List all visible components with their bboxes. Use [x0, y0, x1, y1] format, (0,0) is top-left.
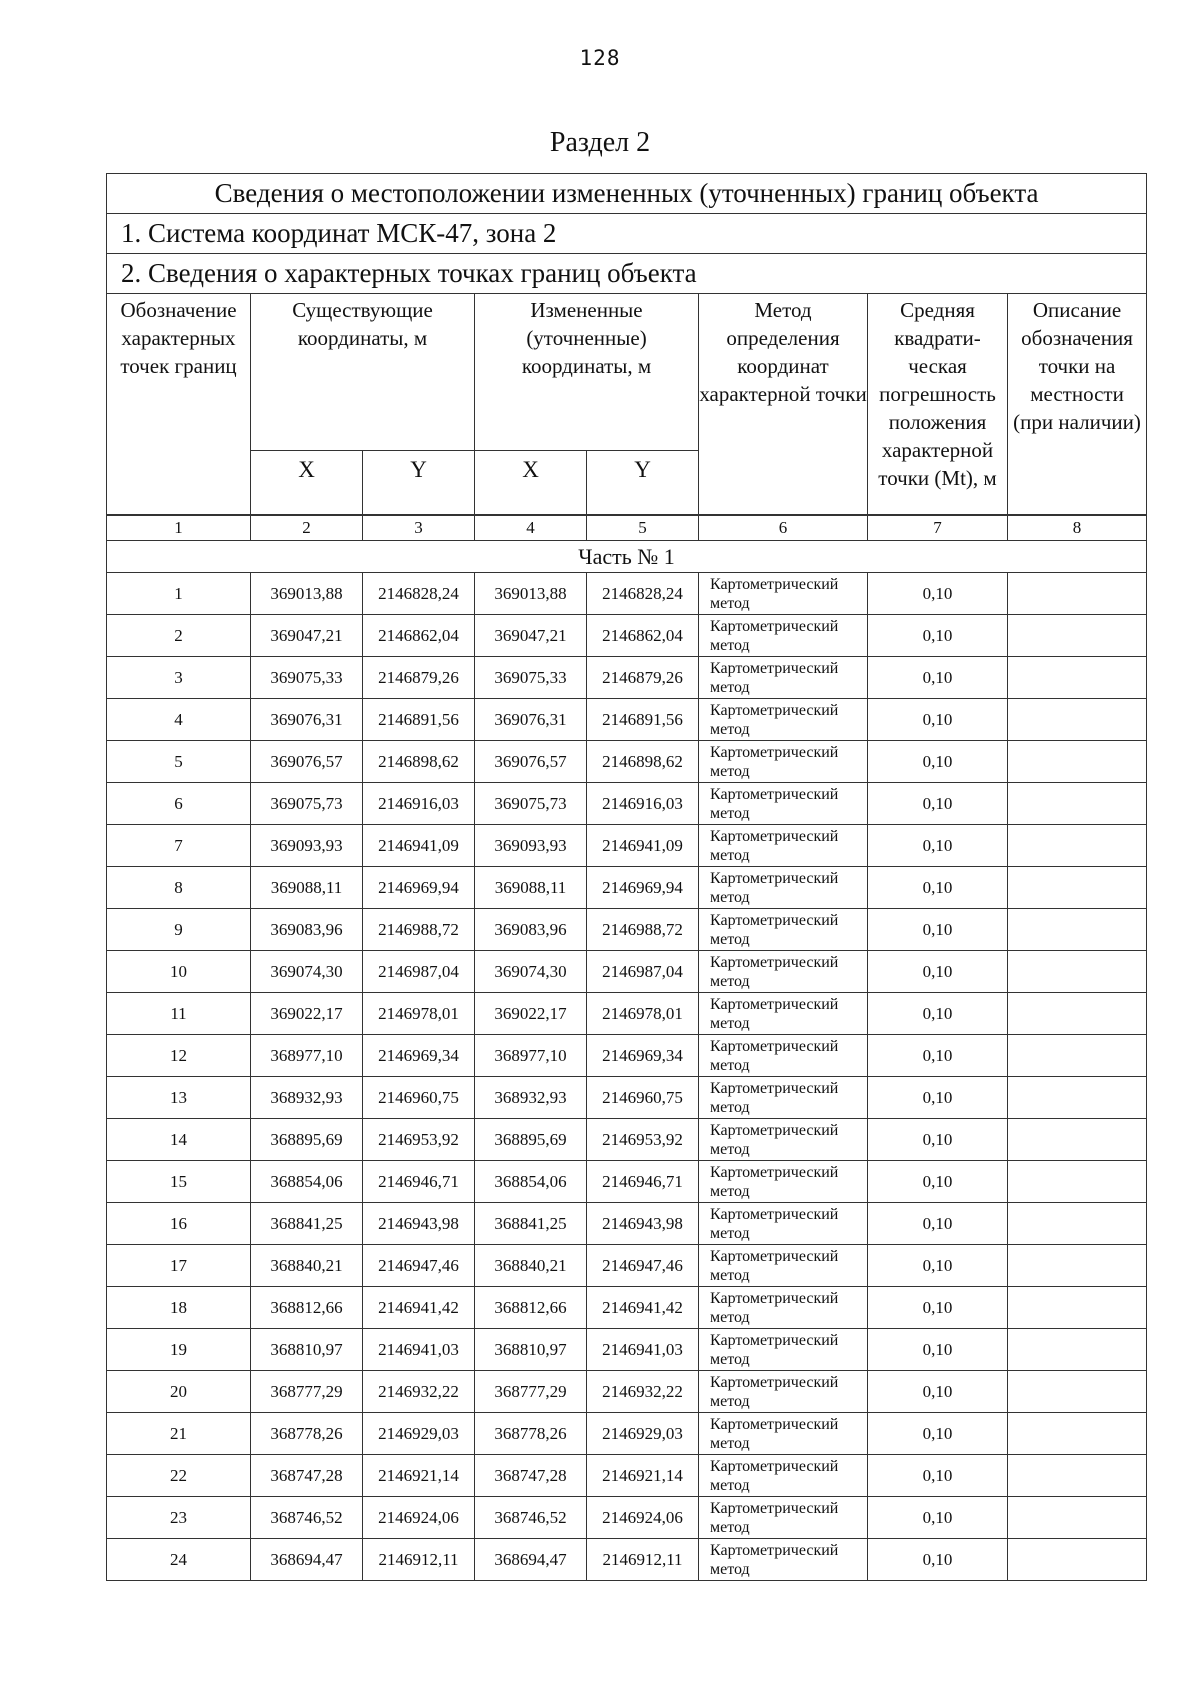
existing-y-cell: 2146969,34	[363, 1035, 475, 1077]
points-title: 2. Сведения о характерных точках границ объекта	[107, 254, 1147, 294]
existing-y-cell: 2146912,11	[363, 1539, 475, 1581]
description-cell	[1008, 1329, 1147, 1371]
changed-x-cell: 369093,93	[475, 825, 587, 867]
point-number-cell: 1	[107, 573, 251, 615]
changed-y-cell: 2146941,42	[587, 1287, 699, 1329]
column-numbers-row	[107, 516, 1147, 541]
method-cell: Картометрический метод	[699, 615, 868, 657]
point-number-cell: 8	[107, 867, 251, 909]
error-cell: 0,10	[868, 657, 1008, 699]
points-table	[106, 515, 1147, 1581]
existing-y-cell: 2146969,94	[363, 867, 475, 909]
changed-y-cell: 2146828,24	[587, 573, 699, 615]
changed-y-cell: 2146960,75	[587, 1077, 699, 1119]
table-row	[107, 699, 1147, 741]
point-number-cell: 9	[107, 909, 251, 951]
existing-x-cell: 368694,47	[251, 1539, 363, 1581]
description-cell	[1008, 657, 1147, 699]
point-number-cell: 12	[107, 1035, 251, 1077]
changed-x-cell: 369075,73	[475, 783, 587, 825]
point-number-cell: 2	[107, 615, 251, 657]
existing-y-cell: 2146943,98	[363, 1203, 475, 1245]
existing-x-cell: 369047,21	[251, 615, 363, 657]
table-row	[107, 783, 1147, 825]
page-number: 128	[579, 46, 621, 70]
existing-x-cell: 369088,11	[251, 867, 363, 909]
error-cell: 0,10	[868, 867, 1008, 909]
col-changed-x-header: X	[475, 450, 587, 514]
error-cell: 0,10	[868, 1329, 1008, 1371]
point-number-cell: 22	[107, 1455, 251, 1497]
column-number: 1	[107, 516, 251, 541]
changed-y-cell: 2146988,72	[587, 909, 699, 951]
table-row	[107, 1287, 1147, 1329]
method-cell: Картометрический метод	[699, 1455, 868, 1497]
table-row	[107, 1161, 1147, 1203]
method-cell: Картометрический метод	[699, 1203, 868, 1245]
column-number: 3	[363, 516, 475, 541]
existing-x-cell: 368977,10	[251, 1035, 363, 1077]
method-cell: Картометрический метод	[699, 1119, 868, 1161]
col-existing-x-header: X	[251, 450, 363, 514]
description-cell	[1008, 825, 1147, 867]
point-number-cell: 17	[107, 1245, 251, 1287]
point-number-cell: 15	[107, 1161, 251, 1203]
error-cell: 0,10	[868, 1413, 1008, 1455]
table-row	[107, 1539, 1147, 1581]
table-row	[107, 615, 1147, 657]
description-cell	[1008, 699, 1147, 741]
section-title: Раздел 2	[549, 127, 651, 158]
description-cell	[1008, 909, 1147, 951]
point-number-cell: 13	[107, 1077, 251, 1119]
method-cell: Картометрический метод	[699, 909, 868, 951]
changed-y-cell: 2146898,62	[587, 741, 699, 783]
table-row	[107, 1455, 1147, 1497]
existing-x-cell: 368747,28	[251, 1455, 363, 1497]
table-row	[107, 993, 1147, 1035]
description-cell	[1008, 1413, 1147, 1455]
description-cell	[1008, 783, 1147, 825]
table-row	[107, 867, 1147, 909]
existing-y-cell: 2146879,26	[363, 657, 475, 699]
description-cell	[1008, 1077, 1147, 1119]
changed-y-cell: 2146879,26	[587, 657, 699, 699]
existing-x-cell: 368746,52	[251, 1497, 363, 1539]
point-number-cell: 4	[107, 699, 251, 741]
error-cell: 0,10	[868, 1161, 1008, 1203]
existing-y-cell: 2146941,09	[363, 825, 475, 867]
table-row	[107, 1371, 1147, 1413]
changed-y-cell: 2146987,04	[587, 951, 699, 993]
point-number-cell: 23	[107, 1497, 251, 1539]
error-cell: 0,10	[868, 825, 1008, 867]
col-method-header: Метод определения координат характерной точки	[699, 294, 868, 515]
description-cell	[1008, 615, 1147, 657]
changed-x-cell: 369076,57	[475, 741, 587, 783]
existing-x-cell: 368810,97	[251, 1329, 363, 1371]
existing-y-cell: 2146978,01	[363, 993, 475, 1035]
error-cell: 0,10	[868, 1287, 1008, 1329]
existing-x-cell: 369083,96	[251, 909, 363, 951]
changed-x-cell: 369088,11	[475, 867, 587, 909]
col-existing-y-header: Y	[363, 450, 475, 514]
error-cell: 0,10	[868, 951, 1008, 993]
changed-x-cell: 368895,69	[475, 1119, 587, 1161]
existing-y-cell: 2146921,14	[363, 1455, 475, 1497]
description-cell	[1008, 1497, 1147, 1539]
point-number-cell: 21	[107, 1413, 251, 1455]
existing-y-cell: 2146828,24	[363, 573, 475, 615]
changed-y-cell: 2146941,09	[587, 825, 699, 867]
description-cell	[1008, 1245, 1147, 1287]
col-changed-y-header: Y	[587, 450, 699, 514]
changed-y-cell: 2146912,11	[587, 1539, 699, 1581]
error-cell: 0,10	[868, 1455, 1008, 1497]
existing-y-cell: 2146924,06	[363, 1497, 475, 1539]
table-row	[107, 1497, 1147, 1539]
point-number-cell: 24	[107, 1539, 251, 1581]
column-number: 2	[251, 516, 363, 541]
method-cell: Картометрический метод	[699, 1329, 868, 1371]
col-designation-header: Обозначение характерных точек границ	[107, 294, 251, 515]
existing-x-cell: 369022,17	[251, 993, 363, 1035]
point-number-cell: 16	[107, 1203, 251, 1245]
description-cell	[1008, 1161, 1147, 1203]
changed-x-cell: 368746,52	[475, 1497, 587, 1539]
changed-x-cell: 368777,29	[475, 1371, 587, 1413]
changed-y-cell: 2146932,22	[587, 1371, 699, 1413]
changed-x-cell: 368932,93	[475, 1077, 587, 1119]
changed-y-cell: 2146862,04	[587, 615, 699, 657]
method-cell: Картометрический метод	[699, 951, 868, 993]
column-number: 7	[868, 516, 1008, 541]
existing-x-cell: 369013,88	[251, 573, 363, 615]
error-cell: 0,10	[868, 1539, 1008, 1581]
column-number: 6	[699, 516, 868, 541]
changed-x-cell: 368778,26	[475, 1413, 587, 1455]
method-cell: Картометрический метод	[699, 573, 868, 615]
description-cell	[1008, 1539, 1147, 1581]
changed-x-cell: 368694,47	[475, 1539, 587, 1581]
part-label: Часть № 1	[107, 541, 1147, 573]
error-cell: 0,10	[868, 699, 1008, 741]
existing-y-cell: 2146988,72	[363, 909, 475, 951]
existing-x-cell: 368777,29	[251, 1371, 363, 1413]
existing-x-cell: 368841,25	[251, 1203, 363, 1245]
point-number-cell: 11	[107, 993, 251, 1035]
changed-x-cell: 369013,88	[475, 573, 587, 615]
existing-y-cell: 2146898,62	[363, 741, 475, 783]
method-cell: Картометрический метод	[699, 1161, 868, 1203]
table-title: Сведения о местоположении измененных (уточненных) границ объекта	[107, 174, 1147, 214]
method-cell: Картометрический метод	[699, 1077, 868, 1119]
table-title-row	[107, 174, 1147, 214]
error-cell: 0,10	[868, 741, 1008, 783]
point-number-cell: 14	[107, 1119, 251, 1161]
changed-y-cell: 2146978,01	[587, 993, 699, 1035]
changed-x-cell: 368840,21	[475, 1245, 587, 1287]
column-number: 5	[587, 516, 699, 541]
changed-x-cell: 368977,10	[475, 1035, 587, 1077]
table-row	[107, 909, 1147, 951]
description-cell	[1008, 867, 1147, 909]
description-cell	[1008, 1287, 1147, 1329]
changed-y-cell: 2146929,03	[587, 1413, 699, 1455]
description-cell	[1008, 1455, 1147, 1497]
existing-y-cell: 2146929,03	[363, 1413, 475, 1455]
error-cell: 0,10	[868, 1203, 1008, 1245]
col-description-header: Описание обозначения точки на местности (при наличии)	[1008, 294, 1147, 515]
method-cell: Картометрический метод	[699, 1245, 868, 1287]
changed-x-cell: 368854,06	[475, 1161, 587, 1203]
method-cell: Картометрический метод	[699, 1287, 868, 1329]
existing-x-cell: 368840,21	[251, 1245, 363, 1287]
part-row	[107, 541, 1147, 573]
method-cell: Картометрический метод	[699, 993, 868, 1035]
table-row	[107, 951, 1147, 993]
column-number: 4	[475, 516, 587, 541]
error-cell: 0,10	[868, 1119, 1008, 1161]
existing-x-cell: 368778,26	[251, 1413, 363, 1455]
table-row	[107, 573, 1147, 615]
point-number-cell: 7	[107, 825, 251, 867]
description-cell	[1008, 1119, 1147, 1161]
existing-y-cell: 2146862,04	[363, 615, 475, 657]
changed-x-cell: 369022,17	[475, 993, 587, 1035]
changed-y-cell: 2146941,03	[587, 1329, 699, 1371]
existing-y-cell: 2146947,46	[363, 1245, 475, 1287]
description-cell	[1008, 1203, 1147, 1245]
changed-x-cell: 368841,25	[475, 1203, 587, 1245]
changed-y-cell: 2146953,92	[587, 1119, 699, 1161]
changed-x-cell: 368810,97	[475, 1329, 587, 1371]
method-cell: Картометрический метод	[699, 1371, 868, 1413]
point-number-cell: 10	[107, 951, 251, 993]
points-table-body	[107, 573, 1147, 1581]
method-cell: Картометрический метод	[699, 1539, 868, 1581]
coord-system-row	[107, 214, 1147, 254]
changed-x-cell: 368812,66	[475, 1287, 587, 1329]
error-cell: 0,10	[868, 1035, 1008, 1077]
changed-y-cell: 2146946,71	[587, 1161, 699, 1203]
points-title-row	[107, 254, 1147, 294]
table-row	[107, 741, 1147, 783]
point-number-cell: 20	[107, 1371, 251, 1413]
error-cell: 0,10	[868, 1077, 1008, 1119]
method-cell: Картометрический метод	[699, 1035, 868, 1077]
error-cell: 0,10	[868, 1371, 1008, 1413]
changed-y-cell: 2146943,98	[587, 1203, 699, 1245]
col-existing-header: Существующие координаты, м	[251, 294, 475, 451]
changed-y-cell: 2146969,34	[587, 1035, 699, 1077]
error-cell: 0,10	[868, 1245, 1008, 1287]
changed-x-cell: 369074,30	[475, 951, 587, 993]
method-cell: Картометрический метод	[699, 1413, 868, 1455]
method-cell: Картометрический метод	[699, 699, 868, 741]
table-row	[107, 825, 1147, 867]
existing-x-cell: 369075,73	[251, 783, 363, 825]
header-table	[106, 173, 1147, 515]
existing-x-cell: 369093,93	[251, 825, 363, 867]
column-header-row	[107, 294, 1147, 451]
changed-y-cell: 2146891,56	[587, 699, 699, 741]
method-cell: Картометрический метод	[699, 825, 868, 867]
existing-y-cell: 2146987,04	[363, 951, 475, 993]
error-cell: 0,10	[868, 909, 1008, 951]
point-number-cell: 18	[107, 1287, 251, 1329]
description-cell	[1008, 573, 1147, 615]
table-row	[107, 1329, 1147, 1371]
changed-x-cell: 368747,28	[475, 1455, 587, 1497]
changed-y-cell: 2146969,94	[587, 867, 699, 909]
method-cell: Картометрический метод	[699, 1497, 868, 1539]
changed-y-cell: 2146921,14	[587, 1455, 699, 1497]
existing-x-cell: 369074,30	[251, 951, 363, 993]
error-cell: 0,10	[868, 615, 1008, 657]
existing-y-cell: 2146916,03	[363, 783, 475, 825]
point-number-cell: 5	[107, 741, 251, 783]
table-row	[107, 1119, 1147, 1161]
existing-y-cell: 2146941,42	[363, 1287, 475, 1329]
existing-x-cell: 369076,57	[251, 741, 363, 783]
existing-x-cell: 368854,06	[251, 1161, 363, 1203]
existing-x-cell: 369076,31	[251, 699, 363, 741]
changed-x-cell: 369076,31	[475, 699, 587, 741]
table-row	[107, 1245, 1147, 1287]
method-cell: Картометрический метод	[699, 657, 868, 699]
existing-y-cell: 2146960,75	[363, 1077, 475, 1119]
point-number-cell: 19	[107, 1329, 251, 1371]
existing-y-cell: 2146932,22	[363, 1371, 475, 1413]
column-number: 8	[1008, 516, 1147, 541]
description-cell	[1008, 741, 1147, 783]
point-number-cell: 6	[107, 783, 251, 825]
changed-y-cell: 2146947,46	[587, 1245, 699, 1287]
error-cell: 0,10	[868, 783, 1008, 825]
table-row	[107, 1035, 1147, 1077]
changed-x-cell: 369075,33	[475, 657, 587, 699]
description-cell	[1008, 1371, 1147, 1413]
point-number-cell: 3	[107, 657, 251, 699]
coord-system: 1. Система координат МСК-47, зона 2	[107, 214, 1147, 254]
col-changed-header: Измененные (уточненные) координаты, м	[475, 294, 699, 451]
method-cell: Картометрический метод	[699, 741, 868, 783]
changed-y-cell: 2146916,03	[587, 783, 699, 825]
description-cell	[1008, 951, 1147, 993]
description-cell	[1008, 993, 1147, 1035]
existing-x-cell: 368812,66	[251, 1287, 363, 1329]
error-cell: 0,10	[868, 1497, 1008, 1539]
changed-x-cell: 369047,21	[475, 615, 587, 657]
error-cell: 0,10	[868, 573, 1008, 615]
changed-x-cell: 369083,96	[475, 909, 587, 951]
existing-x-cell: 368932,93	[251, 1077, 363, 1119]
table-row	[107, 1413, 1147, 1455]
method-cell: Картометрический метод	[699, 783, 868, 825]
error-cell: 0,10	[868, 993, 1008, 1035]
col-error-header: Средняя квадрати-ческая погрешность положения характерной точки (Mt), м	[868, 294, 1008, 515]
existing-x-cell: 368895,69	[251, 1119, 363, 1161]
existing-x-cell: 369075,33	[251, 657, 363, 699]
description-cell	[1008, 1035, 1147, 1077]
existing-y-cell: 2146891,56	[363, 699, 475, 741]
changed-y-cell: 2146924,06	[587, 1497, 699, 1539]
table-row	[107, 1077, 1147, 1119]
existing-y-cell: 2146953,92	[363, 1119, 475, 1161]
method-cell: Картометрический метод	[699, 867, 868, 909]
existing-y-cell: 2146946,71	[363, 1161, 475, 1203]
existing-y-cell: 2146941,03	[363, 1329, 475, 1371]
table-row	[107, 657, 1147, 699]
table-row	[107, 1203, 1147, 1245]
